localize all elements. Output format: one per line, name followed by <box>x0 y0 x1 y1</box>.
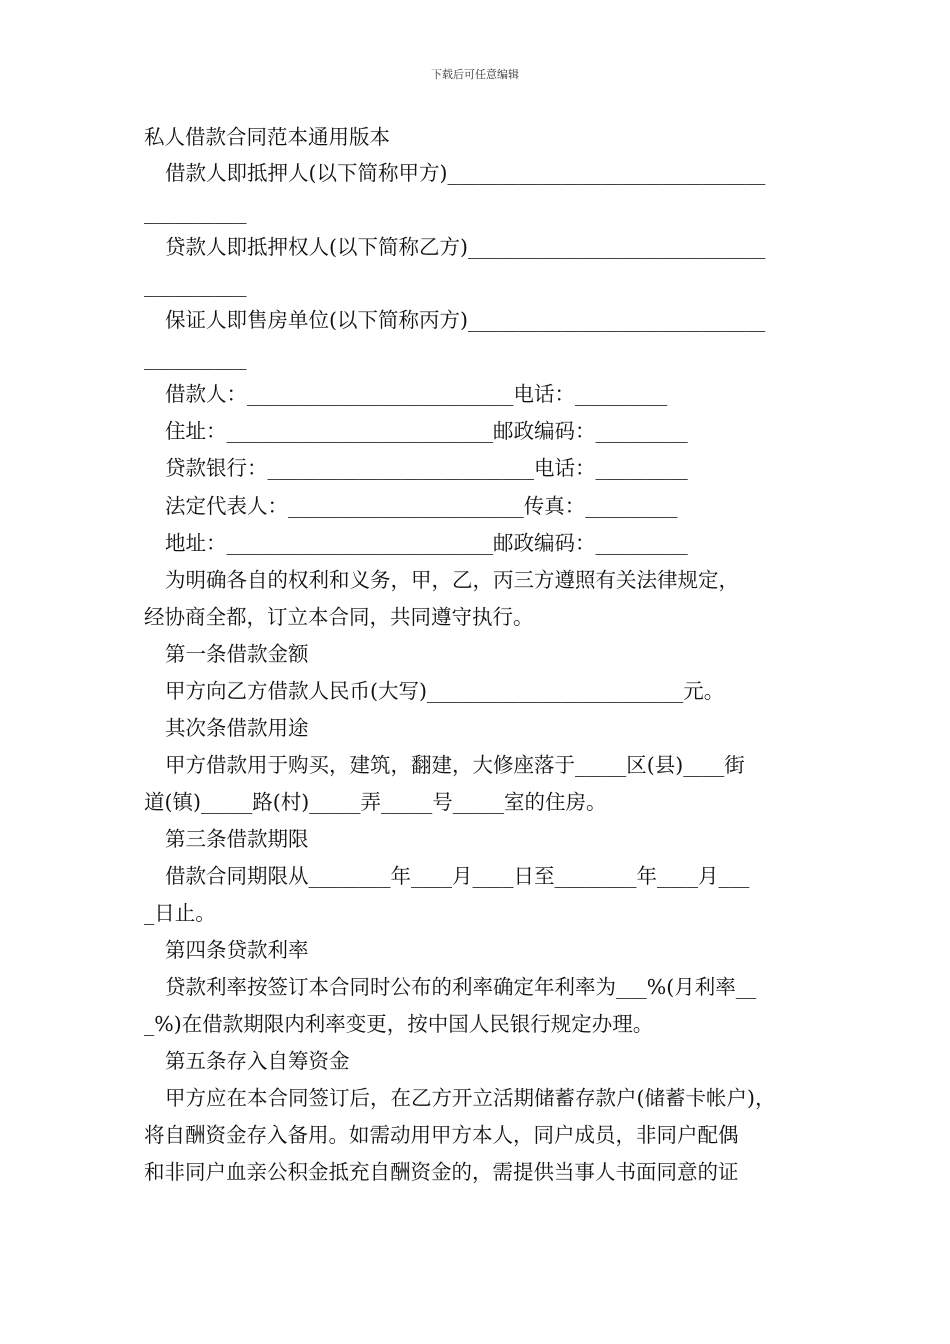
party-c-line: 保证人即售房单位(以下简称丙方)_____________________________ <box>165 308 766 332</box>
party-b-line: 贷款人即抵押权人(以下简称乙方)_____________________________ <box>165 235 766 259</box>
article-2-text-1: 甲方借款用于购买，建筑，翻建，大修座落于_____区(县)____街 <box>165 753 745 777</box>
article-3-heading: 第三条借款期限 <box>165 827 309 851</box>
preamble-line-2: 经协商全都，订立本合同，共同遵守执行。 <box>144 605 534 629</box>
article-5-text-3: 和非同户血亲公积金抵充自酬资金的，需提供当事人书面同意的证 <box>144 1160 739 1184</box>
legal-rep-field: 法定代表人：_______________________传真：_________ <box>165 494 678 518</box>
borrower-field: 借款人：__________________________电话：_________ <box>165 382 668 406</box>
article-5-text-1: 甲方应在本合同签订后，在乙方开立活期储蓄存款户(储蓄卡帐户)， <box>165 1086 776 1110</box>
article-5-text-2: 将自酬资金存入备用。如需动用甲方本人，同户成员，非同户配偶 <box>144 1123 739 1147</box>
article-3-text-1: 借款合同期限从________年____月____日至________年____月___ <box>165 864 750 888</box>
article-1-text: 甲方向乙方借款人民币(大写)_________________________元。 <box>165 679 725 703</box>
article-4-text-1: 贷款利率按签订本合同时公布的利率确定年利率为___%(月利率__ <box>165 975 757 999</box>
article-4-text-2: _%)在借款期限内利率变更，按中国人民银行规定办理。 <box>144 1012 654 1036</box>
preamble-line-1: 为明确各自的权利和义务，甲，乙，丙三方遵照有关法律规定， <box>165 568 739 592</box>
address-field: 住址：__________________________邮政编码：_________ <box>165 419 688 443</box>
article-2-text-2: 道(镇)_____路(村)_____弄_____号_____室的住房。 <box>144 790 607 814</box>
bank-address-field: 地址：__________________________邮政编码：_________ <box>165 531 688 555</box>
article-2-heading: 其次条借款用途 <box>165 716 309 740</box>
document-title: 私人借款合同范本通用版本 <box>144 125 390 149</box>
article-3-text-2: _日止。 <box>144 901 216 925</box>
article-1-heading: 第一条借款金额 <box>165 642 309 666</box>
party-a-line-cont: __________ <box>144 200 247 224</box>
bank-field: 贷款银行：__________________________电话：_________ <box>165 456 688 480</box>
party-a-line: 借款人即抵押人(以下简称甲方)_______________________________ <box>165 161 766 185</box>
article-5-heading: 第五条存入自筹资金 <box>165 1049 350 1073</box>
page-header: 下载后可任意编辑 <box>431 68 519 81</box>
party-c-line-cont: __________ <box>144 346 247 370</box>
party-b-line-cont: __________ <box>144 273 247 297</box>
article-4-heading: 第四条贷款利率 <box>165 938 309 962</box>
